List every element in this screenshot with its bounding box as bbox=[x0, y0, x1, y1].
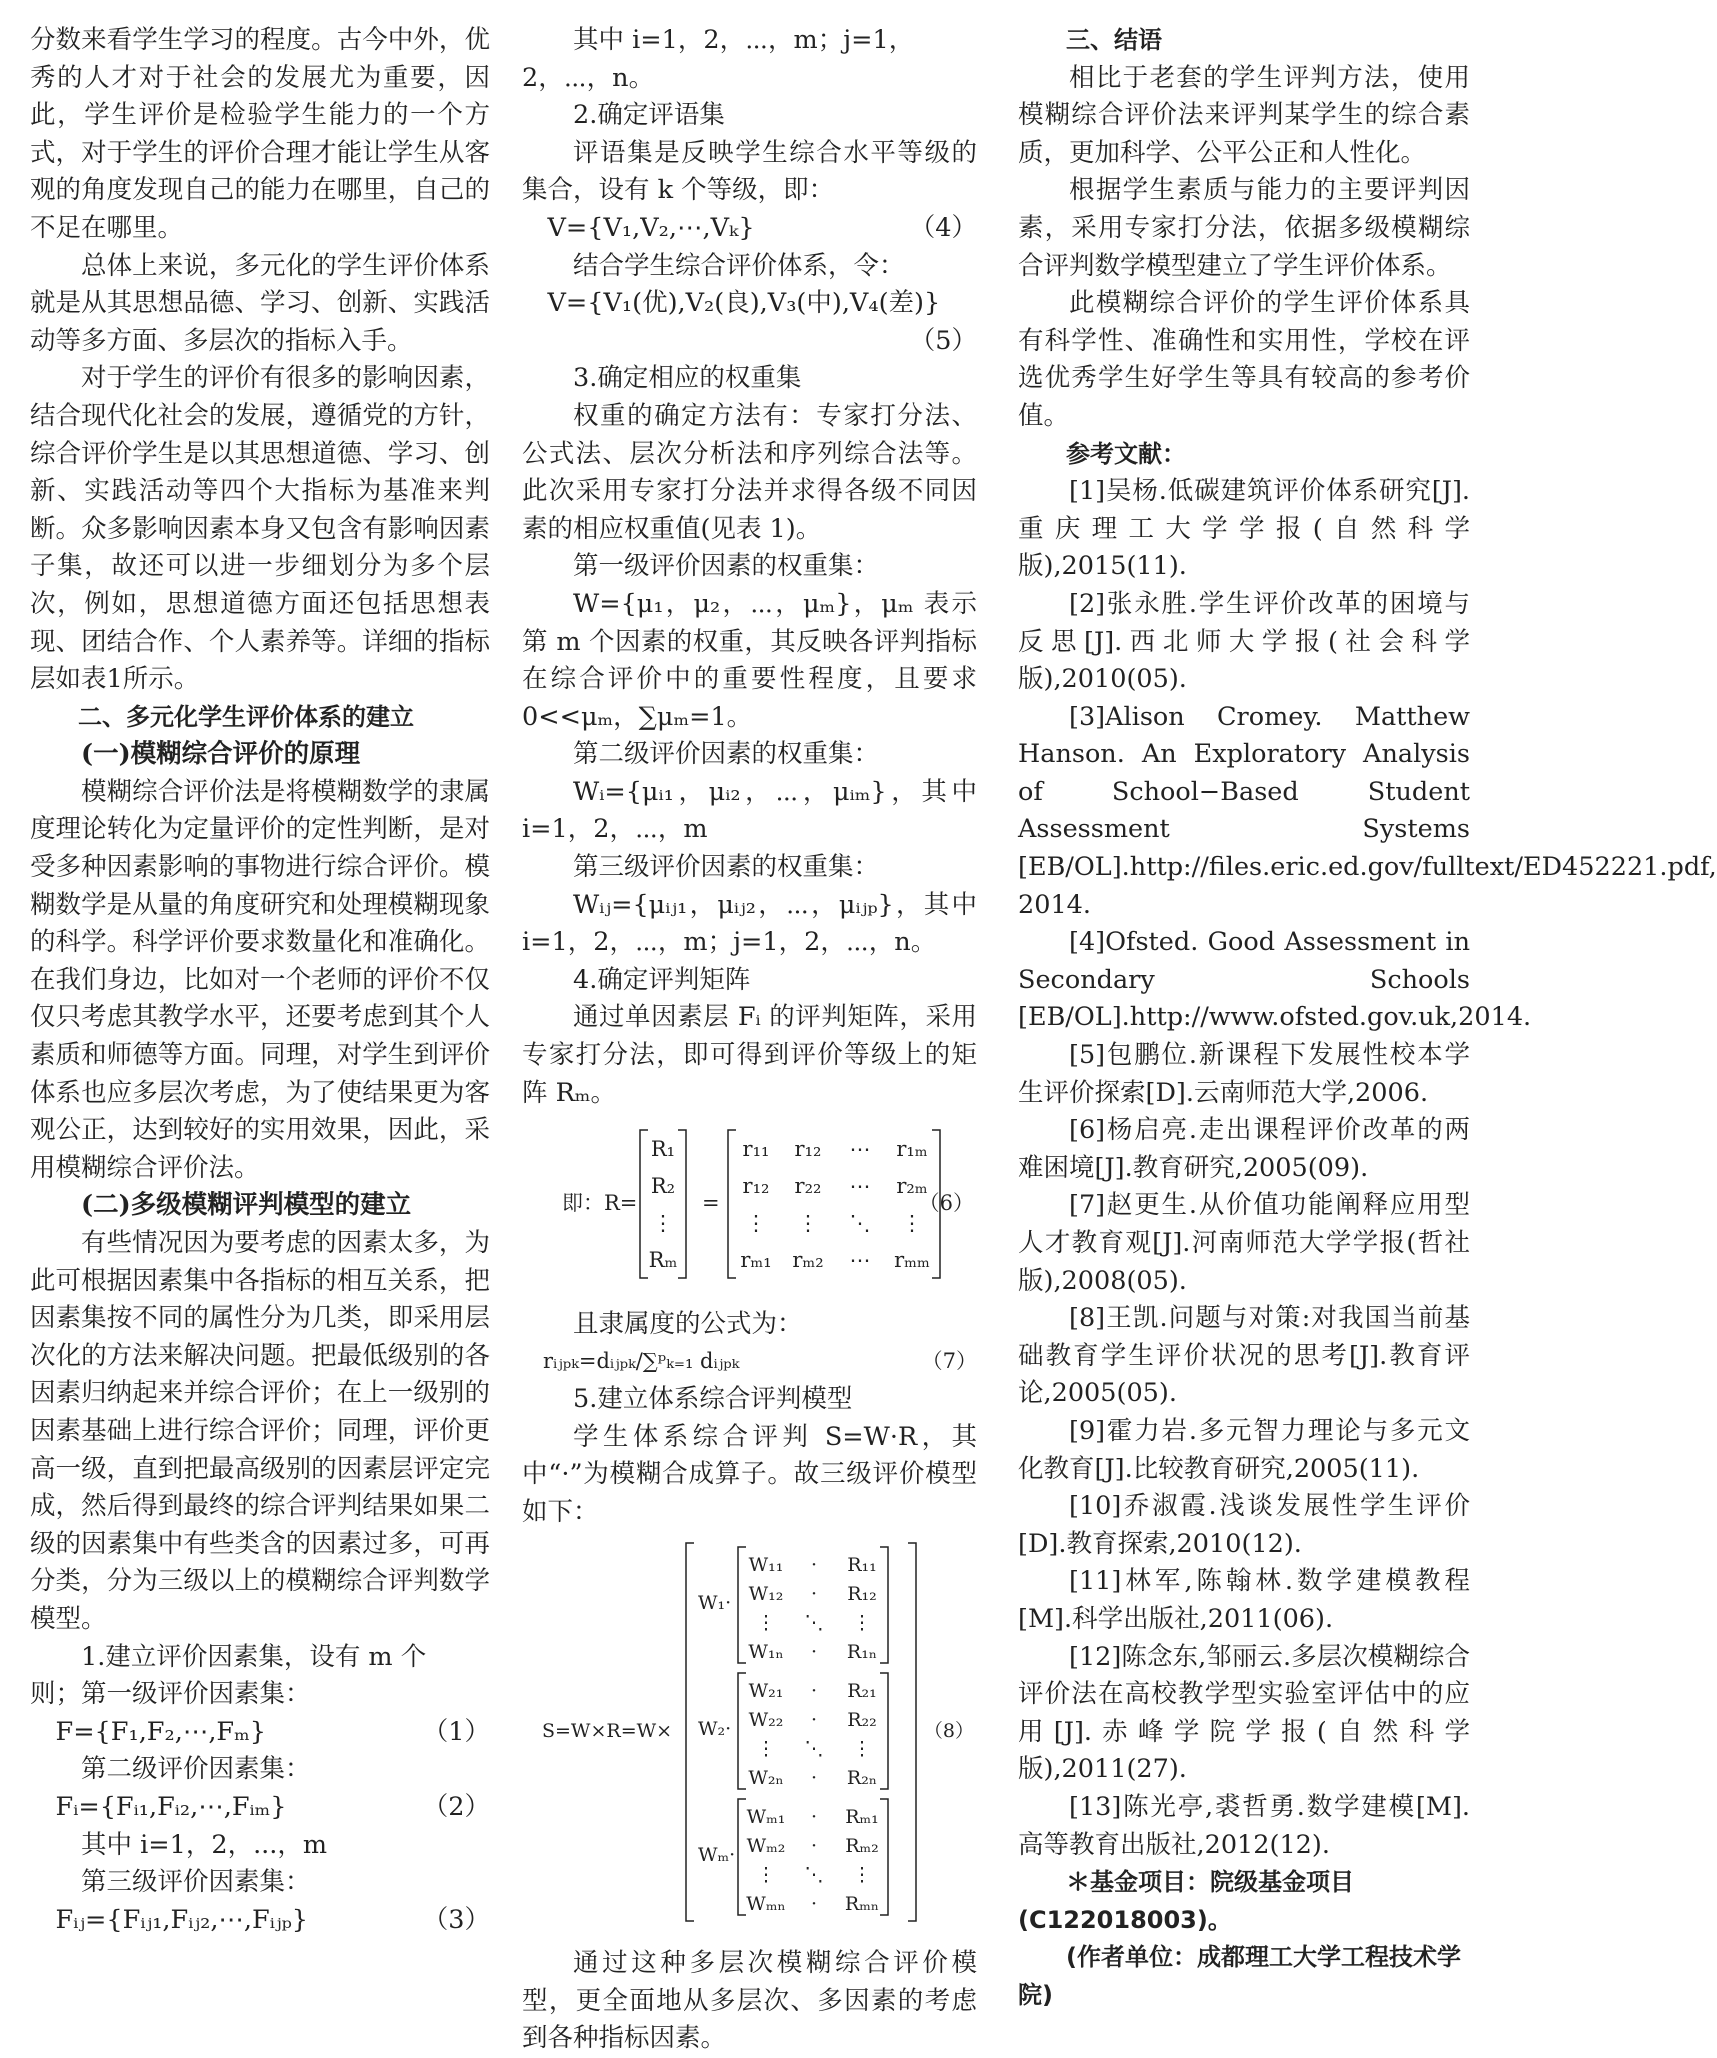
matrix-entry: · bbox=[810, 1835, 818, 1858]
equation-5 bbox=[522, 285, 977, 323]
matrix-bracket bbox=[880, 1547, 888, 1663]
matrix-bracket bbox=[738, 1673, 746, 1789]
matrix-entry: · bbox=[810, 1893, 818, 1916]
matrix-entry: R₂ bbox=[650, 1174, 676, 1199]
matrix-entry: R₁ bbox=[650, 1137, 676, 1162]
matrix-equation-6 bbox=[522, 1118, 977, 1288]
reference-item: [8]王凯.问题与对策:对我国当前基础教育学生评价状况的思考[J].教育评论,2005(05). bbox=[1018, 1303, 1470, 1409]
equation-6-figure bbox=[522, 1118, 977, 1300]
subsection-heading: (二)多级模糊评判模型的建立 bbox=[81, 1190, 412, 1221]
text-line: 且隶属度的公式为： bbox=[573, 1308, 803, 1339]
matrix-entry: r₂ₘ bbox=[896, 1174, 928, 1199]
matrix-entry: · bbox=[810, 1767, 818, 1790]
reference-item: [5]包鹏位.新课程下发展性校本学生评价探索[D].云南师范大学,2006. bbox=[1018, 1040, 1470, 1108]
reference-item: [10]乔淑霞.浅谈发展性学生评价[D].教育探索,2010(12). bbox=[1018, 1491, 1470, 1559]
matrix-entry: R₂ₙ bbox=[846, 1767, 878, 1790]
matrix-entry: Wₘ₂ bbox=[746, 1835, 786, 1858]
equation-number: （4） bbox=[909, 212, 977, 243]
equation-number: （3） bbox=[422, 1904, 490, 1935]
matrix-equation-8 bbox=[522, 1537, 977, 1927]
reference-item: [11]林军,陈翰林.数学建模教程[M].科学出版社,2011(06). bbox=[1018, 1566, 1470, 1634]
text-line: 第二级评价因素集： bbox=[81, 1754, 311, 1785]
matrix-bracket bbox=[738, 1799, 746, 1915]
matrix-entry: Rₘ₂ bbox=[845, 1835, 879, 1858]
equation-2 bbox=[30, 1789, 490, 1827]
matrix-entry: R₂₂ bbox=[847, 1709, 877, 1732]
reference-item: [12]陈念东,邹丽云.多层次模糊综合评价法在高校教学型实验室评估中的应用[J].赤峰学院学报(自然科学版),2011(27). bbox=[1018, 1641, 1470, 1785]
matrix-entry: W₁₁ bbox=[748, 1554, 784, 1577]
matrix-entry: · bbox=[810, 1709, 818, 1732]
matrix-entry: W₂ₙ bbox=[748, 1767, 784, 1790]
author-affiliation: (作者单位：成都理工大学工程技术学院) bbox=[1018, 1943, 1461, 2009]
equation-number: （8） bbox=[923, 1720, 974, 1743]
matrix-entry: Rₘₙ bbox=[844, 1893, 880, 1916]
matrix-entry: r₁ₘ bbox=[896, 1137, 928, 1162]
matrix-entry: ⋮ bbox=[756, 1612, 776, 1635]
matrix-entry: rₘ₁ bbox=[740, 1248, 772, 1273]
paragraph: 模糊综合评价法是将模糊数学的隶属度理论转化为定量评价的定性判断，是对受多种因素影响的事物进行综合评价。模糊数学是从量的角度研究和处理模糊现象的科学。科学评价要求数量化和准确化。在我们身边，比如对一个老师的评价不仅仅只考虑其教学水平，还要考虑到其个人素质和师德等方面。同理，对学生到评价体系也应多层次考虑，为了使结果更为客观公正，达到较好的实用效果，因此，采用模糊综合评价法。 bbox=[30, 776, 490, 1183]
text-line: 则；第一级评价因素集： bbox=[30, 1679, 311, 1710]
paragraph: 权重的确定方法有：专家打分法、公式法、层次分析法和序列综合法等。此次采用专家打分法并求得各级不同因素的相应权重值(见表 1)。 bbox=[522, 400, 977, 544]
equation-body: Fᵢ={Fᵢ₁,Fᵢ₂,⋯,Fᵢₘ} bbox=[55, 1791, 287, 1822]
section-heading: 二、多元化学生评价体系的建立 bbox=[78, 702, 414, 731]
matrix-entry: rₘₘ bbox=[894, 1248, 930, 1273]
step-heading: 2.确定评语集 bbox=[573, 100, 725, 131]
text-line: 第一级评价因素的权重集： bbox=[573, 551, 880, 582]
equation-7 bbox=[522, 1343, 977, 1381]
matrix-entry: rₘ₂ bbox=[792, 1248, 824, 1273]
matrix-entry: W₂₁ bbox=[748, 1680, 784, 1703]
reference-item: [3]Alison Cromey. Matthew Hanson. An Exploratory Analysis of School−Based Student Assessment Systems [EB/OL].http://files.eric.ed.gov/fulltext/ED452221.pdf, 2014. bbox=[1018, 701, 1717, 920]
matrix-entry: ⋮ bbox=[652, 1211, 674, 1236]
section-heading: 三、结语 bbox=[1066, 26, 1162, 54]
equation-number: （5） bbox=[909, 325, 977, 356]
text-line: 第三级评价因素集： bbox=[81, 1867, 311, 1898]
reference-item: [1]吴杨.低碳建筑评价体系研究[J].重庆理工大学学报(自然科学版),2015(11). bbox=[1018, 476, 1470, 582]
matrix-entry: ⋯ bbox=[849, 1174, 871, 1199]
weight-symbol: W₁· bbox=[698, 1592, 732, 1615]
weight-symbol: W₂· bbox=[698, 1718, 732, 1741]
paragraph: 总体上来说，多元化的学生评价体系就是从其思想品德、学习、创新、实践活动等多方面、多层次的指标入手。 bbox=[30, 250, 490, 356]
matrix-entry: W₁₂ bbox=[748, 1583, 784, 1606]
matrix-entry: ⋱ bbox=[804, 1738, 824, 1761]
matrix-entry: Wₘₙ bbox=[746, 1893, 786, 1916]
matrix-entry: · bbox=[810, 1554, 818, 1577]
equation-number: （6） bbox=[918, 1191, 974, 1216]
equation-8-figure bbox=[522, 1537, 977, 1939]
matrix-entry: ⋯ bbox=[849, 1248, 871, 1273]
column-1 bbox=[30, 22, 490, 1939]
fund-note: ＊基金项目：院级基金项目(C122018003)。 bbox=[1018, 1868, 1354, 1934]
reference-list bbox=[1018, 473, 1717, 1864]
text-line: 结合学生综合评价体系，令： bbox=[573, 250, 905, 281]
weight-symbol: Wₘ· bbox=[698, 1844, 736, 1867]
matrix-bracket bbox=[728, 1130, 736, 1278]
matrix-entry: · bbox=[810, 1583, 818, 1606]
matrix-entry: ⋮ bbox=[756, 1864, 776, 1887]
matrix-entry: r₁₂ bbox=[742, 1174, 770, 1199]
matrix-entry: ⋮ bbox=[901, 1211, 923, 1236]
matrix-entry: · bbox=[810, 1680, 818, 1703]
equation-number: （2） bbox=[422, 1791, 490, 1822]
matrix-entry: ⋮ bbox=[745, 1211, 767, 1236]
column-2 bbox=[522, 22, 977, 2058]
equation-number: （7） bbox=[921, 1349, 977, 1374]
reference-item: [13]陈光亭,裘哲勇.数学建模[M].高等教育出版社,2012(12). bbox=[1018, 1791, 1470, 1860]
paragraph: 通过这种多层次模糊综合评价模型，更全面地从多层次、多因素的考虑到各种指标因素。 bbox=[522, 1947, 977, 2054]
equals-sign: = bbox=[702, 1191, 720, 1216]
matrix-entry: ⋱ bbox=[804, 1612, 824, 1635]
equation-lhs: 即：R= bbox=[562, 1191, 638, 1216]
equation-4 bbox=[522, 210, 977, 248]
reference-item: [6]杨启亮.走出课程评价改革的两难困境[J].教育研究,2005(09). bbox=[1018, 1115, 1470, 1183]
equation-body: rᵢⱼₚₖ=dᵢⱼₚₖ/∑ᵖₖ₌₁ dᵢⱼₚₖ bbox=[543, 1349, 740, 1374]
matrix-entry: R₁ₙ bbox=[846, 1641, 878, 1664]
matrix-entry: ⋮ bbox=[852, 1738, 872, 1761]
paragraph: 学生体系综合评判 S=W·R，其中“·”为模糊合成算子。故三级评价模型如下： bbox=[522, 1421, 977, 1527]
matrix-entry: ⋯ bbox=[849, 1137, 871, 1162]
text-line: 其中 i=1，2，⋯，m；j=1，2，⋯，n。 bbox=[522, 25, 915, 93]
paragraph: 对于学生的评价有很多的影响因素，结合现代化社会的发展，遵循党的方针，综合评价学生是以其思想道德、学习、创新、实践活动等四个大指标为基准来判断。众多影响因素本身又包含有影响因素子集，故还可以进一步细划分为多个层次，例如，思想道德方面还包括思想表现、团结合作、个人素养等。详细的指标层如表1所示。 bbox=[30, 363, 490, 695]
matrix-entry: R₁₁ bbox=[847, 1554, 877, 1577]
paragraph: Wᵢⱼ={μᵢⱼ₁，μᵢⱼ₂，⋯，μᵢⱼₚ}，其中 i=1，2，⋯，m；j=1，2，⋯，n。 bbox=[522, 889, 977, 958]
paragraph: Wᵢ={μᵢ₁，μᵢ₂，⋯，μᵢₘ}，其中 i=1，2，⋯，m bbox=[522, 776, 977, 845]
reference-item: [9]霍力岩.多元智力理论与多元文化教育[J].比较教育研究,2005(11). bbox=[1018, 1415, 1470, 1484]
column-3 bbox=[1018, 22, 1717, 2014]
reference-item: [2]张永胜.学生评价改革的困境与反思[J].西北师大学报(社会科学版),2010(05). bbox=[1018, 588, 1470, 695]
matrix-entry: R₁₂ bbox=[847, 1583, 877, 1606]
matrix-entry: W₁ₙ bbox=[748, 1641, 784, 1664]
reference-item: [7]赵更生.从价值功能阐释应用型人才教育观[J].河南师范大学学报(哲社版),2008(05). bbox=[1018, 1190, 1470, 1296]
paragraph: 分数来看学生学习的程度。古今中外，优秀的人才对于社会的发展尤为重要，因此，学生评价是检验学生能力的一个方式，对于学生的评价合理才能让学生从客观的角度发现自己的能力在哪里，自己的不足在哪里。 bbox=[30, 25, 490, 243]
matrix-bracket bbox=[738, 1547, 746, 1663]
matrix-entry: Rₘ bbox=[648, 1248, 678, 1273]
matrix-entry: r₂₂ bbox=[794, 1174, 822, 1199]
matrix-bracket bbox=[880, 1799, 888, 1915]
equation-number: （1） bbox=[422, 1716, 490, 1747]
matrix-bracket bbox=[640, 1130, 648, 1278]
equation-body: Fᵢⱼ={Fᵢⱼ₁,Fᵢⱼ₂,⋯,Fᵢⱼₚ} bbox=[55, 1904, 309, 1935]
matrix-entry: Rₘ₁ bbox=[845, 1806, 879, 1829]
matrix-entry: r₁₁ bbox=[742, 1137, 770, 1162]
equation-body: F={F₁,F₂,⋯,Fₘ} bbox=[55, 1716, 266, 1747]
subsection-heading: (一)模糊综合评价的原理 bbox=[81, 739, 361, 770]
matrix-entry: ⋱ bbox=[804, 1864, 824, 1887]
matrix-entry: ⋮ bbox=[852, 1864, 872, 1887]
paragraph: 通过单因素层 Fᵢ 的评判矩阵，采用专家打分法，即可得到评价等级上的矩阵 Rₘ。 bbox=[522, 1002, 977, 1108]
matrix-entry: W₂₂ bbox=[748, 1709, 784, 1732]
matrix-entry: r₁₂ bbox=[794, 1137, 822, 1162]
matrix-entry: ⋱ bbox=[849, 1211, 871, 1236]
matrix-bracket bbox=[678, 1130, 686, 1278]
paragraph: W={μ₁，μ₂，⋯，μₘ}，μₘ 表示第 m 个因素的权重，其反映各评判指标在综合评价中的重要性程度，且要求 0<<μₘ，∑μₘ=1。 bbox=[522, 588, 977, 732]
paragraph: 相比于老套的学生评判方法，使用模糊综合评价法来评判某学生的综合素质，更加科学、公平公正和人性化。 bbox=[1018, 62, 1470, 168]
equation-1 bbox=[30, 1714, 490, 1752]
equation-body: V={V₁(优),V₂(良),V₃(中),V₄(差)} bbox=[547, 288, 941, 319]
text-line: 第二级评价因素的权重集： bbox=[573, 739, 880, 770]
text-line: 第三级评价因素的权重集： bbox=[573, 852, 880, 883]
matrix-bracket bbox=[880, 1673, 888, 1789]
matrix-entry: · bbox=[810, 1806, 818, 1829]
matrix-entry: ⋮ bbox=[756, 1738, 776, 1761]
step-heading: 4.确定评判矩阵 bbox=[573, 964, 751, 995]
step-heading: 3.确定相应的权重集 bbox=[573, 363, 802, 394]
equation-3 bbox=[30, 1902, 490, 1940]
matrix-entry: R₂₁ bbox=[847, 1680, 877, 1703]
step-heading: 5.建立体系综合评判模型 bbox=[573, 1384, 853, 1414]
matrix-entry: Wₘ₁ bbox=[746, 1806, 786, 1829]
paragraph: 此模糊综合评价的学生评价体系具有科学性、准确性和实用性，学校在评选优秀学生好学生等具有较高的参考价值。 bbox=[1018, 288, 1470, 431]
paragraph: 评语集是反映学生综合水平等级的集合，设有 k 个等级，即： bbox=[522, 137, 977, 206]
step-heading: 1.建立评价因素集，设有 m 个 bbox=[81, 1641, 427, 1672]
matrix-entry: ⋮ bbox=[852, 1612, 872, 1635]
reference-item: [4]Ofsted. Good Assessment in Secondary Schools [EB/OL].http://www.ofsted.gov.uk,2014. bbox=[1018, 927, 1532, 1033]
references-title: 参考文献： bbox=[1066, 439, 1186, 468]
text-line: 其中 i=1，2，...，m bbox=[81, 1829, 328, 1860]
paragraph: 有些情况因为要考虑的因素太多，为此可根据因素集中各指标的相互关系，把因素集按不同的属性分为几类，即采用层次化的方法来解决问题。把最低级别的各因素归纳起来并综合评价；在上一级别的因素基础上进行综合评价；同理，评价更高一级，直到把最高级别的因素层评定完成，然后得到最终的综合评判结果如果二级的因素集中有些类含的因素过多，可再分类，分为三级以上的模糊综合评判数学模型。 bbox=[30, 1228, 490, 1634]
matrix-entry: ⋮ bbox=[797, 1211, 819, 1236]
matrix-entry: · bbox=[810, 1641, 818, 1664]
equation-lhs: S=W×R=W× bbox=[542, 1720, 673, 1743]
paragraph: 根据学生素质与能力的主要评判因素，采用专家打分法，依据多级模糊综合评判数学模型建立了学生评价体系。 bbox=[1018, 175, 1470, 281]
equation-body: V={V₁,V₂,⋯,Vₖ} bbox=[547, 212, 755, 243]
